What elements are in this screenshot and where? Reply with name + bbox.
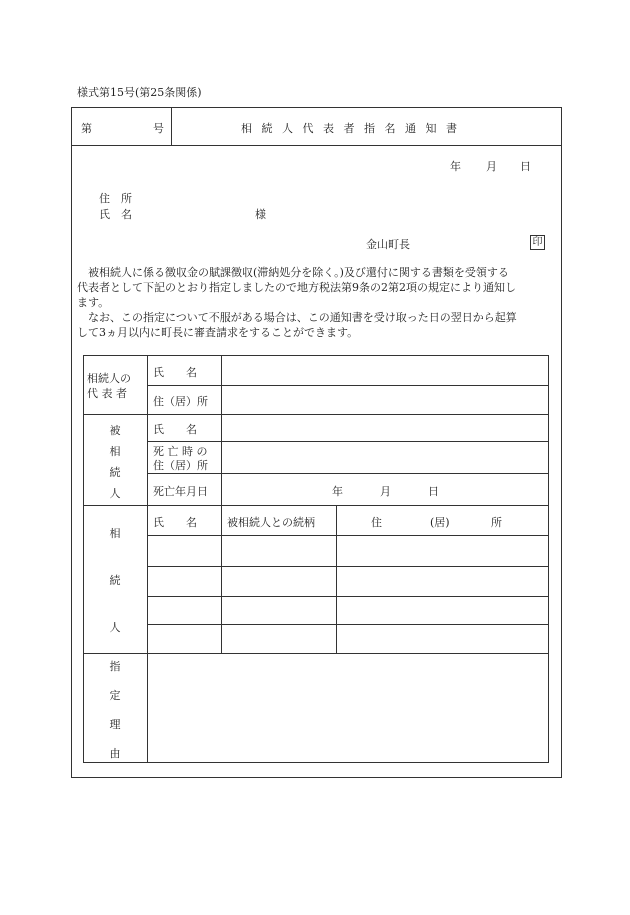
reason-label-char-3: 理: [109, 718, 121, 731]
addressee-honorific: 様: [255, 208, 266, 221]
heirs-label-char-2: 続: [109, 574, 121, 587]
death-date-label: 死亡年月日: [153, 485, 208, 498]
heir-2-address-field[interactable]: [339, 569, 545, 593]
heir-4-relation-field[interactable]: [224, 627, 333, 650]
number-suffix: 号: [153, 122, 164, 135]
heirs-label-char-3: 人: [109, 621, 121, 634]
deceased-name-field[interactable]: [226, 418, 544, 438]
number-prefix: 第: [81, 122, 92, 135]
reason-label-char-2: 定: [109, 689, 121, 702]
rep-section-divider: [83, 414, 549, 415]
reason-label-char-1: 指: [109, 660, 121, 673]
heir-2-name-field[interactable]: [150, 569, 218, 593]
rep-name-label: 氏 名: [153, 366, 197, 379]
heir-1-address-field[interactable]: [339, 539, 545, 563]
addressee-address-label: 住 所: [99, 192, 132, 205]
heirs-label-char-1: 相: [109, 527, 121, 540]
body-text-line-4: なお、この指定について不服がある場合は、この通知書を受け取った日の翌日から起算: [77, 311, 517, 324]
heir-3-relation-field[interactable]: [224, 599, 333, 621]
deceased-label-char-1: 被: [109, 424, 121, 437]
label-column-divider: [147, 355, 148, 763]
document-title: 相続人代表者指名通知書: [241, 122, 467, 135]
rep-row-divider: [147, 385, 549, 386]
heirs-header-divider: [147, 535, 549, 536]
deceased-address-field[interactable]: [226, 445, 544, 469]
heirs-relation-col-divider: [336, 505, 337, 653]
deceased-label-char-2: 相: [109, 445, 121, 458]
heirs-row-divider-3: [147, 624, 549, 625]
heirs-row-divider-1: [147, 566, 549, 567]
death-date-day: 日: [428, 485, 439, 498]
death-date-month: 月: [380, 485, 391, 498]
deceased-address-label-1: 死 亡 時 の: [153, 445, 208, 458]
heirs-col-relation: 被相続人との続柄: [227, 516, 315, 529]
death-date-year: 年: [332, 485, 343, 498]
reason-label-char-4: 由: [109, 747, 121, 760]
date-year: 年: [450, 160, 461, 173]
heirs-col-name: 氏 名: [153, 516, 197, 529]
deceased-label-char-3: 続: [109, 466, 121, 479]
heirs-col-address-2: (居): [430, 516, 450, 529]
deceased-row-divider-2: [147, 473, 549, 474]
deceased-label-char-4: 人: [109, 487, 121, 500]
form-id: 様式第15号(第25条関係): [77, 86, 202, 99]
heirs-name-col-divider: [221, 505, 222, 653]
body-text-line-5: して3ヵ月以内に町長に審査請求をすることができます。: [77, 326, 359, 339]
deceased-section-divider: [83, 505, 549, 506]
heirs-col-address-3: 所: [491, 516, 502, 529]
heir-2-relation-field[interactable]: [224, 569, 333, 593]
heirs-col-address-1: 住: [371, 516, 382, 529]
body-text-line-3: ます。: [77, 296, 110, 309]
addressee-name-label: 氏 名: [99, 208, 132, 221]
heir-3-name-field[interactable]: [150, 599, 218, 621]
rep-label-line1: 相続人の: [87, 372, 131, 385]
rep-address-label: 住（居）所: [153, 395, 208, 408]
deceased-address-label-2: 住（居）所: [153, 459, 208, 472]
reason-field[interactable]: [152, 658, 544, 758]
rep-label-line2: 代 表 者: [87, 387, 127, 400]
heir-1-name-field[interactable]: [150, 539, 218, 563]
heir-4-address-field[interactable]: [339, 627, 545, 650]
deceased-row-divider-1: [147, 441, 549, 442]
date-month: 月: [486, 160, 497, 173]
heir-3-address-field[interactable]: [339, 599, 545, 621]
date-day: 日: [520, 160, 531, 173]
heir-4-name-field[interactable]: [150, 627, 218, 650]
rep-name-field[interactable]: [226, 364, 544, 382]
issuer-name: 金山町長: [366, 238, 410, 251]
body-text-line-2: 代表者として下記のとおり指定しましたので地方税法第9条の2第2項の規定により通知し: [77, 281, 516, 294]
rep-address-field[interactable]: [226, 390, 544, 410]
deceased-name-label: 氏 名: [153, 423, 197, 436]
header-number-divider: [171, 107, 172, 145]
heir-1-relation-field[interactable]: [224, 539, 333, 563]
heirs-section-divider: [83, 653, 549, 654]
body-text-line-1: 被相続人に係る徴収金の賦課徴収(滞納処分を除く。)及び還付に関する書類を受領する: [77, 266, 509, 279]
header-divider: [71, 145, 562, 146]
heirs-row-divider-2: [147, 596, 549, 597]
official-seal: 印: [530, 235, 545, 250]
